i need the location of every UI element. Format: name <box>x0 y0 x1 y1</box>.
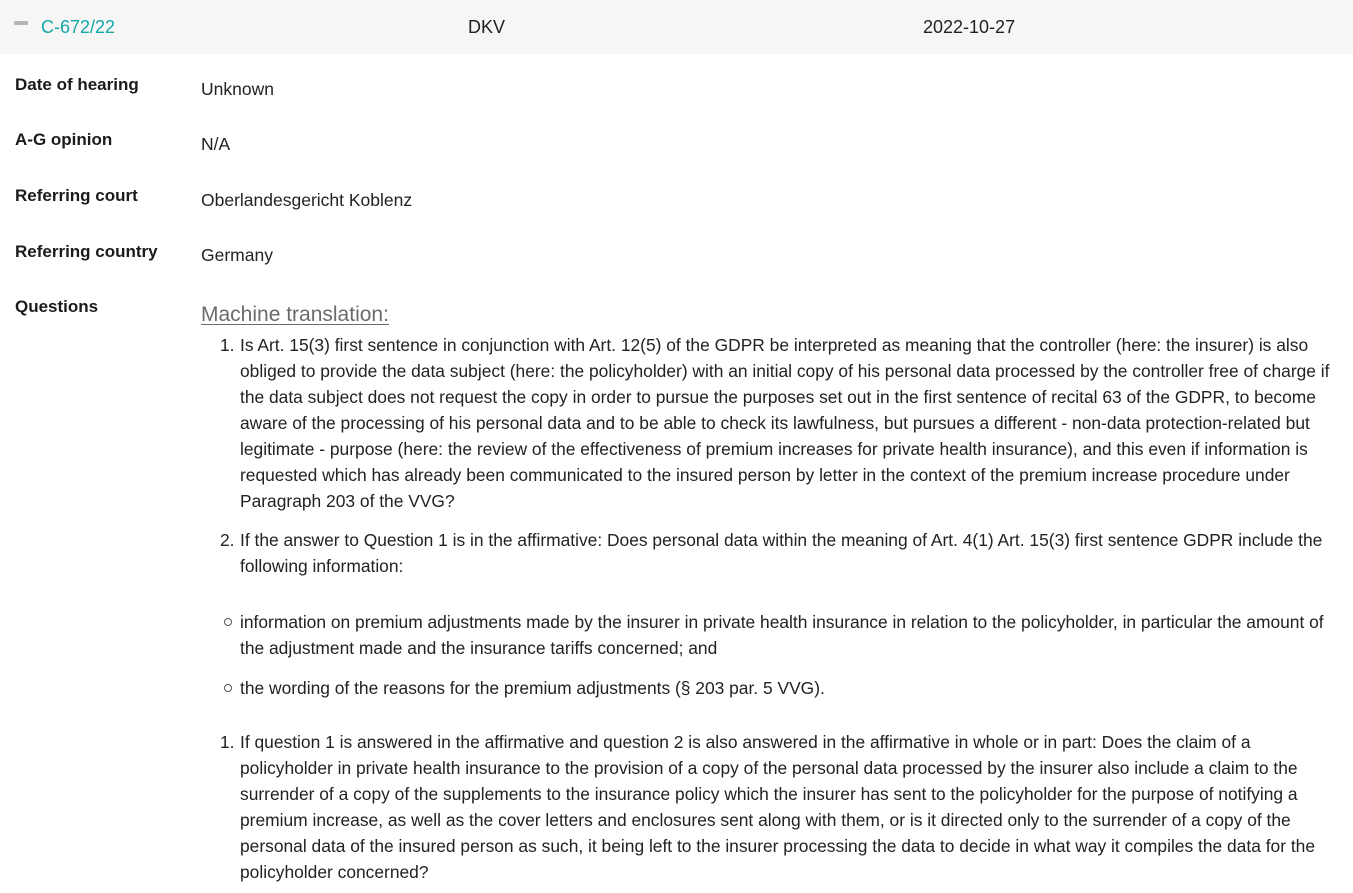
referring-country-label: Referring country <box>15 242 158 261</box>
question-1-number: 1. <box>220 335 235 355</box>
bullet-icon <box>224 684 232 692</box>
case-number-link[interactable]: C-672/22 <box>41 17 116 37</box>
referring-court-label: Referring court <box>15 186 138 205</box>
machine-translation-heading: Machine translation: <box>201 303 389 326</box>
questions-label: Questions <box>15 297 99 316</box>
question-3-number: 1. <box>220 732 235 752</box>
case-header-row[interactable] <box>0 0 1353 54</box>
date-of-hearing-value: Unknown <box>201 79 274 99</box>
question-2-text: If the answer to Question 1 is in the affirmative: Does personal data within the meaning of Art. 4(1) Art. 15(3) first sentence GDPR include the following information: <box>240 530 1323 576</box>
question-3-text: If question 1 is answered in the affirmative and question 2 is also answered in the affirmative in whole or in part: Does the claim of a policyholder in private health insurance to the provision of a copy of the personal data processed by the insurer also include a claim to the surrender of a copy of the supplements to the insurance policy which the insurer has sent to the policyholder for the purpose of notifying a premium increase, as well as the cover letters and enclosures sent along with them, or is it directed only to the surrender of a copy of the personal data of the insured person as such, it being left to the insurer processing the data to decide in what way it compiles the data for the policyholder concerned? <box>240 732 1315 882</box>
ag-opinion-value: N/A <box>201 134 231 154</box>
question-2-bullet-2: the wording of the reasons for the premium adjustments (§ 203 par. 5 VVG). <box>240 678 825 698</box>
collapse-icon[interactable] <box>14 21 28 25</box>
case-date: 2022-10-27 <box>923 17 1016 37</box>
referring-court-value: Oberlandesgericht Koblenz <box>201 190 413 210</box>
referring-country-value: Germany <box>201 245 273 265</box>
date-of-hearing-label: Date of hearing <box>15 75 139 94</box>
ag-opinion-label: A-G opinion <box>15 130 113 149</box>
case-name: DKV <box>468 17 506 37</box>
question-2-bullet-1: information on premium adjustments made by the insurer in private health insurance in relation to the policyholder, in particular the amount of the adjustment made and the insurance tariffs concerned; and <box>240 612 1324 658</box>
question-2-number: 2. <box>220 530 235 550</box>
bullet-icon <box>224 618 232 626</box>
question-1-text: Is Art. 15(3) first sentence in conjunction with Art. 12(5) of the GDPR be interpreted as meaning that the controller (here: the insurer) is also obliged to provide the data subject (here: the policyholder) with an initial copy of his personal data processed by the controller free of charge if the data subject does not request the copy in order to pursue the purposes set out in the first sentence of recital 63 of the GDPR, to become aware of the processing of his personal data and to be able to check its lawfulness, but pursues a different - non-data protection-related but legitimate - purpose (here: the review of the effectiveness of premium increases for private health insurance), and this even if information is requested which has already been communicated to the insured person by letter in the context of the premium increase procedure under Paragraph 203 of the VVG? <box>240 335 1330 511</box>
